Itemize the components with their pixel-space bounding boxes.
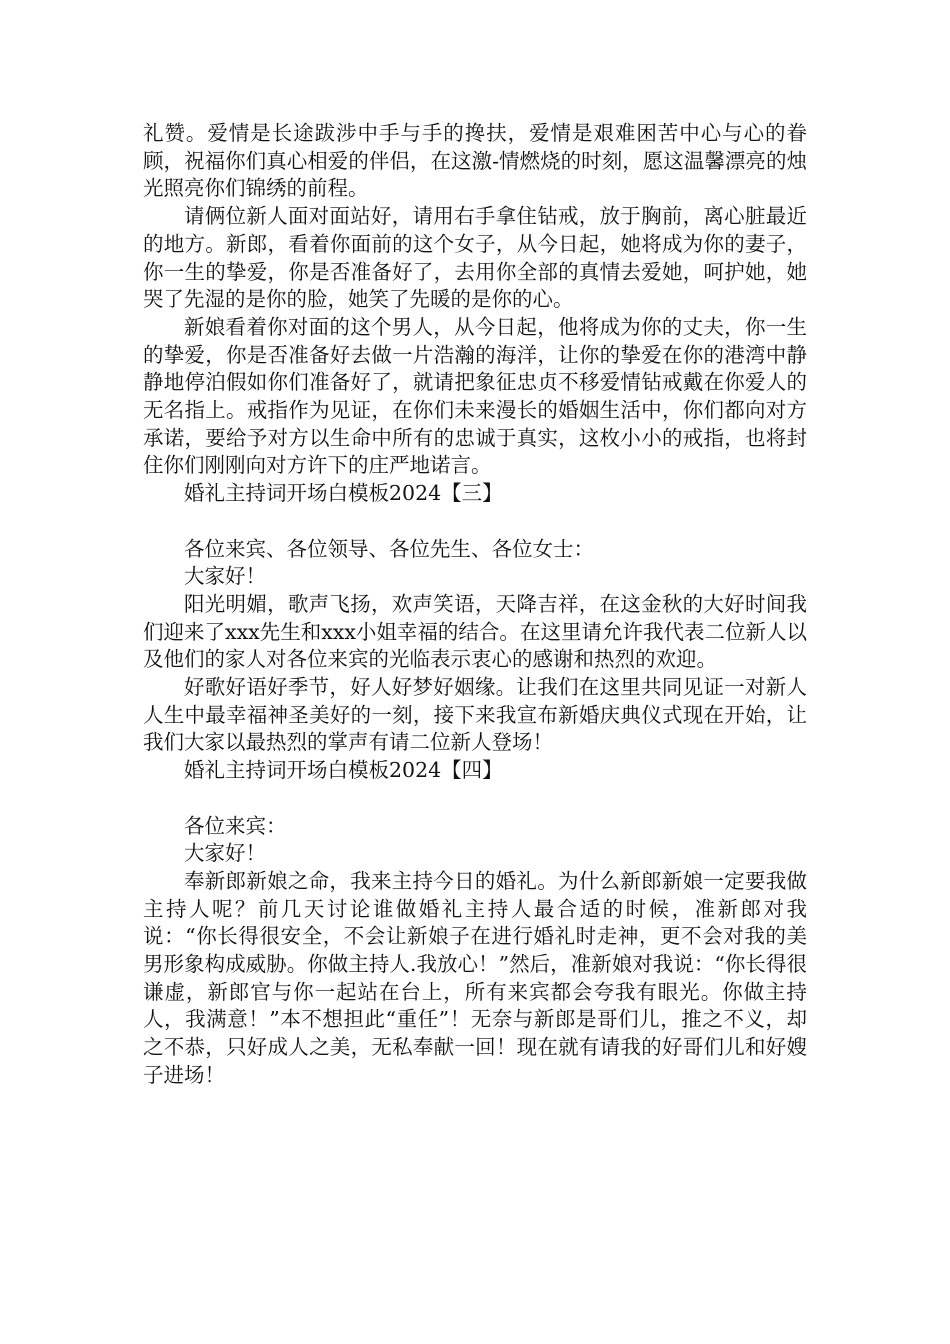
salutation-guests-leaders: 各位来宾、各位领导、各位先生、各位女士：: [184, 536, 594, 561]
paragraph-ring-groom: 请俩位新人面对面站好，请用右手拿住钻戒，放于胸前，离心脏最近的地方。新郎，看着你面前的这个女子，从今日起，她将成为你的妻子，你一生的挚爱，你是否准备好了，去用你全部的真情去爱她，呵护她，她哭了先湿的是你的脸，她笑了先暖的是你的心。: [143, 204, 807, 312]
paragraph-sunshine: 阳光明媚，歌声飞扬，欢声笑语，天降吉祥，在这金秋的大好时间我们迎来了xxx先生和xxx小姐幸福的结合。在这里请允许我代表二位新人以及他们的家人对各位来宾的光临表示衷心的感谢和热烈的欢迎。: [143, 591, 807, 672]
greeting-hello: 大家好！: [184, 841, 266, 866]
paragraph-continuation: 礼赞。爱情是长途跋涉中手与手的搀扶，爱情是艰难困苦中心与心的眷顾，祝福你们真心相爱的伴侣，在这激-情燃烧的时刻，愿这温馨漂亮的烛光照亮你们锦绣的前程。: [143, 121, 807, 201]
paragraph-host-story: 奉新郎新娘之命，我来主持今日的婚礼。为什么新郎新娘一定要我做主持人呢？前几天讨论谁做婚礼主持人最合适的时候，准新郎对我说：“你长得很安全，不会让新娘子在进行婚礼时走神，更不会对我的美男形象构成威胁。你做主持人.我放心！”然后，准新娘对我说：“你长得很谦虚，新郎官与你一起站在台上，所有来宾都会夸我有眼光。你做主持人，我满意！”本不想担此“重任”！无奈与新郎是哥们儿，推之不义，却之不恭，只好成人之美，无私奉献一回！现在就有请我的好哥们儿和好嫂子进场！: [143, 868, 807, 1087]
section-heading-four: 婚礼主持词开场白模板2024【四】: [184, 758, 503, 783]
blank-line: [143, 785, 807, 813]
paragraph-ring-bride: 新娘看着你对面的这个男人，从今日起，他将成为你的丈夫，你一生的挚爱，你是否准备好去做一片浩瀚的海洋，让你的挚爱在你的港湾中静静地停泊假如你们准备好了，就请把象征忠贞不移爱情钻戒戴在你爱人的无名指上。戒指作为见证，在你们未来漫长的婚姻生活中，你们都向对方承诺，要给予对方以生命中所有的忠诚于真实，这枚小小的戒指，也将封住你们刚刚向对方许下的庄严地诺言。: [143, 314, 807, 478]
blank-line: [143, 508, 807, 536]
greeting-hello: 大家好！: [184, 564, 266, 589]
section-heading-three: 婚礼主持词开场白模板2024【三】: [184, 481, 503, 506]
salutation-guests: 各位来宾：: [184, 813, 287, 838]
paragraph-good-songs: 好歌好语好季节，好人好梦好姻缘。让我们在这里共同见证一对新人人生中最幸福神圣美好的一刻，接下来我宣布新婚庆典仪式现在开始，让我们大家以最热烈的掌声有请二位新人登场！: [143, 675, 807, 755]
document-page: [143, 120, 807, 1090]
